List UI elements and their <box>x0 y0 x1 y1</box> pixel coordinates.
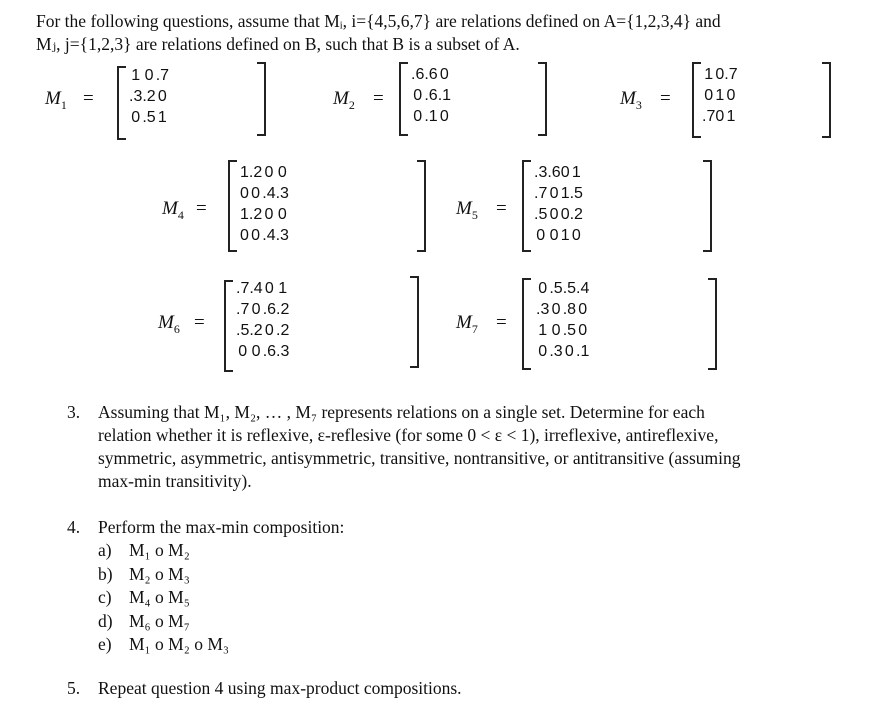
matrix-label: $M_7$ <box>456 312 478 336</box>
matrix-cell: .4 <box>249 279 263 297</box>
left-bracket <box>522 278 531 370</box>
matrix-cell: 0 <box>277 205 287 223</box>
right-bracket <box>538 62 547 136</box>
question-line: Assuming that M₁, M₂, … , M₇ represents relations on a single set. Determine for each <box>98 402 705 422</box>
matrix-row <box>702 85 738 106</box>
matrix-cell: 0 <box>571 226 581 244</box>
matrix-cell: .3 <box>129 87 143 105</box>
matrix-cell: 0 <box>726 86 736 104</box>
matrix-row <box>536 341 589 362</box>
matrix-row <box>534 204 583 225</box>
list-item: d) M₆ o M₇ <box>98 610 190 631</box>
list-item: e) M₁ o M₂ o M₃ <box>98 634 229 654</box>
matrix-cell: .7 <box>236 300 250 318</box>
matrix-row <box>240 183 289 204</box>
left-bracket <box>692 62 701 138</box>
matrix-row <box>411 64 451 85</box>
matrix-row <box>236 341 289 362</box>
matrix-cell: 1 <box>538 321 548 339</box>
matrix-cell: .5 <box>534 205 548 223</box>
matrix-cell: .7 <box>534 184 548 202</box>
matrix-cell: .2 <box>276 300 290 318</box>
matrix-cells <box>129 65 169 128</box>
matrix-cell: .3 <box>275 226 289 244</box>
matrix-cell: .4 <box>262 184 276 202</box>
matrix-cell: 0 <box>439 65 449 83</box>
equals-sign: = <box>196 198 207 219</box>
matrix-cell: .7 <box>236 279 250 297</box>
matrix-cell: 0 <box>538 279 548 297</box>
matrix-cell: 0 <box>578 321 588 339</box>
right-bracket <box>257 62 266 136</box>
question-line: max-min transitivity). <box>98 471 252 491</box>
matrix-cell: 0 <box>238 342 248 360</box>
equals-sign: = <box>496 198 507 219</box>
matrix-row <box>129 107 169 128</box>
equals-sign: = <box>373 88 384 109</box>
right-bracket <box>708 278 717 370</box>
matrix-cell: 1 <box>571 163 581 181</box>
matrix-cell: 0 <box>264 205 274 223</box>
question-5 <box>67 677 857 703</box>
matrix-cell: 1 <box>240 205 249 223</box>
matrix-cell: .7 <box>724 65 738 83</box>
matrix-cells <box>240 162 289 246</box>
matrix-row <box>702 64 738 85</box>
equals-sign: = <box>660 88 671 109</box>
matrix-row <box>534 183 583 204</box>
matrix-cell: 0 <box>277 163 287 181</box>
matrix-row <box>236 278 289 299</box>
matrix-cell: 0 <box>549 184 559 202</box>
matrix-cell: 0 <box>549 226 559 244</box>
matrix-row <box>240 204 289 225</box>
matrix-cell: .3 <box>276 342 290 360</box>
question-text: Perform the max-min composition: <box>98 517 345 537</box>
matrix-cells <box>236 278 289 362</box>
matrix-cell: .5 <box>569 184 583 202</box>
question-text <box>98 401 838 493</box>
intro-paragraph <box>36 10 876 56</box>
matrix-row <box>411 85 451 106</box>
matrix-row <box>129 65 169 86</box>
matrix-cell: 0 <box>551 300 561 318</box>
matrix-cell: .5 <box>562 321 577 339</box>
matrix-cells <box>534 162 583 246</box>
matrix-cell: .6 <box>262 342 277 360</box>
matrix-cell: .5 <box>549 279 563 297</box>
matrix-cell: .2 <box>248 163 263 181</box>
matrix-row <box>534 225 583 246</box>
matrix-cell: .3 <box>549 342 563 360</box>
matrix-cell: 1 <box>240 163 249 181</box>
left-bracket <box>228 160 237 252</box>
matrix-label: $M_3$ <box>620 88 642 112</box>
equals-sign: = <box>194 312 205 333</box>
matrix-cell: 0 <box>131 108 141 126</box>
matrix-cell: 0 <box>704 86 714 104</box>
matrix-cell: .6 <box>411 65 425 83</box>
matrix-row <box>702 106 738 127</box>
matrix-cells <box>411 64 451 127</box>
matrix-cell: 0 <box>264 279 274 297</box>
matrix-cell: 0 <box>157 87 167 105</box>
matrix-cell: 0 <box>413 107 423 125</box>
matrix-cell: 0 <box>264 321 274 339</box>
matrix-row <box>236 299 289 320</box>
matrix-cell: 1 <box>560 226 570 244</box>
matrix-row <box>536 299 589 320</box>
matrix-cell: 1 <box>560 184 570 202</box>
matrix-row <box>240 225 289 246</box>
matrix-label: $M_4$ <box>162 198 184 222</box>
matrix-cell: .2 <box>569 205 583 223</box>
matrix-cell: .2 <box>276 321 290 339</box>
matrix-cell: 0 <box>439 107 449 125</box>
matrix-row <box>534 162 583 183</box>
matrix-cell: 1 <box>715 86 725 104</box>
right-bracket <box>417 160 426 252</box>
question-3 <box>67 401 857 501</box>
matrix-cell: 0 <box>549 205 559 223</box>
matrix-row <box>129 86 169 107</box>
matrix-row <box>536 278 589 299</box>
matrix-cell: 0 <box>264 163 274 181</box>
question-number: 3. <box>67 402 81 422</box>
left-bracket <box>522 160 531 252</box>
matrix-cell: 0 <box>144 66 154 84</box>
matrix-cell: .6 <box>547 163 561 181</box>
matrix-cells <box>536 278 589 362</box>
matrix-cell: .2 <box>249 321 263 339</box>
matrix-cell: 1 <box>131 66 141 84</box>
matrix-cell: 0 <box>251 300 261 318</box>
right-bracket <box>703 160 712 252</box>
matrix-cell: 0 <box>715 65 725 83</box>
matrix-cell: 0 <box>413 86 423 104</box>
matrix-cell: .3 <box>534 163 548 181</box>
matrix-cell: .5 <box>236 321 250 339</box>
matrix-cell: .4 <box>576 279 590 297</box>
list-item: b) M₂ o M₃ <box>98 563 190 584</box>
matrix-cell: .2 <box>142 87 156 105</box>
equals-sign: = <box>83 88 94 109</box>
matrix-cell: .5 <box>142 108 156 126</box>
matrix-cell: 0 <box>560 205 570 223</box>
question-line: relation whether it is reflexive, ε-reflesive (for some 0 < ε < 1), irreflexive, antireflexive, <box>98 425 719 445</box>
intro-line-1: For the following questions, assume that Mᵢ, i={4,5,6,7} are relations defined on A={1,2,3,4} and <box>36 11 721 31</box>
matrix-cell: 0 <box>551 321 561 339</box>
matrix-cell: 0 <box>538 342 548 360</box>
matrix-cell: .8 <box>562 300 577 318</box>
intro-line-2: Mⱼ, j={1,2,3} are relations defined on B, such that B is a subset of A. <box>36 34 520 54</box>
matrix-cell: .3 <box>275 184 289 202</box>
matrix-cells <box>702 64 738 127</box>
matrix-cell: 0 <box>560 163 570 181</box>
question-text: Repeat question 4 using max-product compositions. <box>98 678 462 698</box>
matrix-cell: 0 <box>564 342 574 360</box>
matrix-cell: .1 <box>437 86 452 104</box>
question-number: 4. <box>67 517 81 537</box>
equals-sign: = <box>496 312 507 333</box>
list-item: a) M₁ o M₂ <box>98 540 190 560</box>
matrix-label: $M_1$ <box>45 88 67 112</box>
matrix-cell: 0 <box>240 184 249 202</box>
matrix-cell: .6 <box>424 65 438 83</box>
matrix-cell: 0 <box>251 342 261 360</box>
matrix-cell: .6 <box>262 300 277 318</box>
matrix-cell: .2 <box>248 205 263 223</box>
matrix-cell: .7 <box>155 66 170 84</box>
question-line: symmetric, asymmetric, antisymmetric, transitive, nontransitive, or antitransitive (assuming <box>98 448 741 468</box>
matrix-label: $M_6$ <box>158 312 180 336</box>
right-bracket <box>822 62 831 138</box>
composition-list <box>98 539 229 657</box>
matrix-cell: 1 <box>157 108 167 126</box>
matrix-cell: 0 <box>251 184 261 202</box>
matrix-cell: 1 <box>726 107 736 125</box>
list-item: c) M₄ o M₅ <box>98 587 190 607</box>
matrix-cell: 0 <box>715 107 725 125</box>
matrix-row <box>411 106 451 127</box>
matrix-cell: 0 <box>240 226 249 244</box>
question-number: 5. <box>67 678 81 698</box>
matrix-row <box>536 320 589 341</box>
matrix-cell: 0 <box>578 300 588 318</box>
matrix-cell: .7 <box>702 107 716 125</box>
left-bracket <box>224 280 233 372</box>
matrix-cell: 1 <box>704 65 714 83</box>
matrix-cell: 1 <box>278 279 288 297</box>
matrix-cell: .1 <box>424 107 438 125</box>
left-bracket <box>399 62 408 136</box>
matrix-cell: .6 <box>424 86 438 104</box>
right-bracket <box>410 276 419 368</box>
matrix-cell: 0 <box>251 226 261 244</box>
matrix-cell: .1 <box>576 342 590 360</box>
left-bracket <box>117 66 126 140</box>
matrix-cell: .3 <box>536 300 550 318</box>
matrix-cell: .5 <box>562 279 577 297</box>
matrix-label: $M_5$ <box>456 198 478 222</box>
matrix-cell: .4 <box>262 226 276 244</box>
matrix-row <box>236 320 289 341</box>
matrix-row <box>240 162 289 183</box>
matrix-label: $M_2$ <box>333 88 355 112</box>
matrix-cell: 0 <box>536 226 546 244</box>
